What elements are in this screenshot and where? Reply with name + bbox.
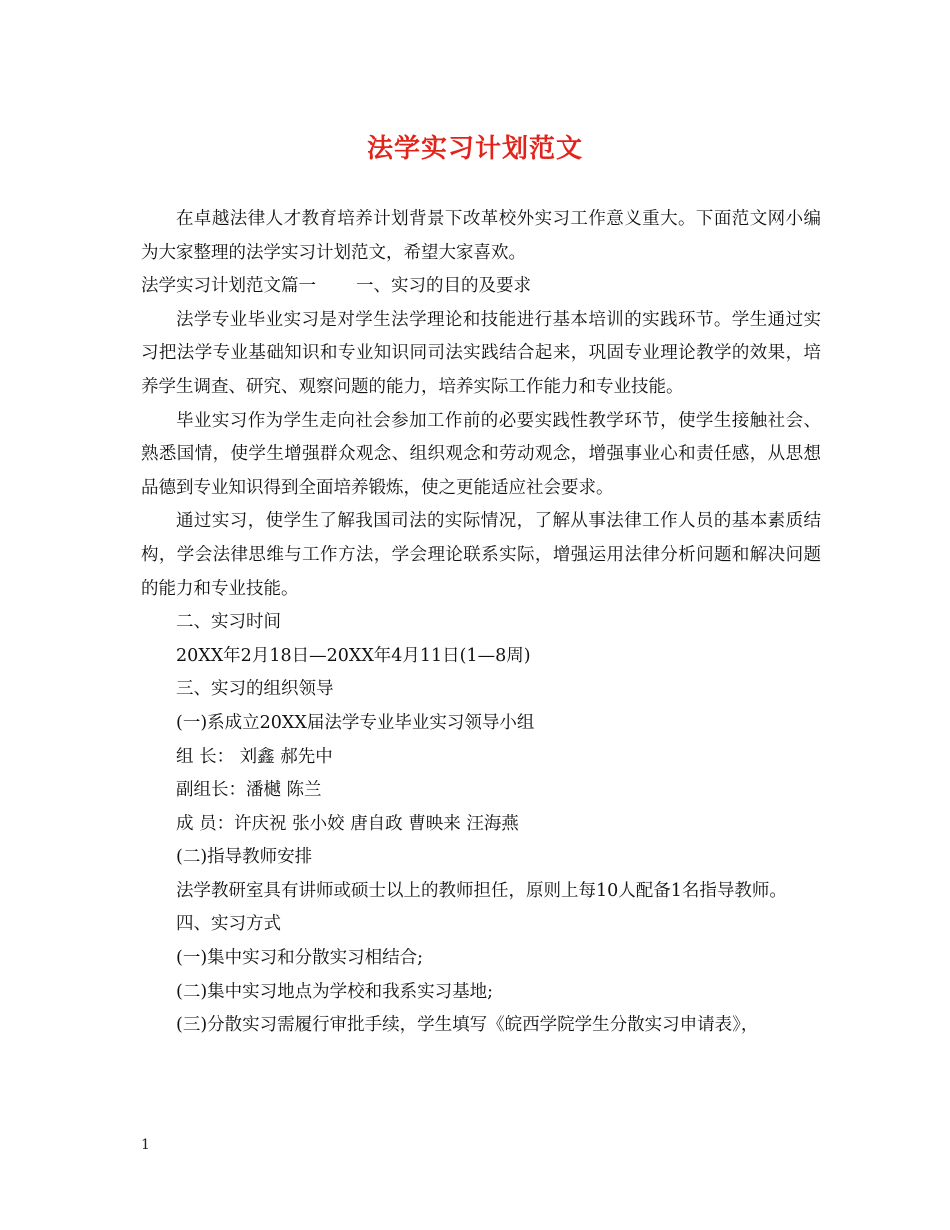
purpose-paragraph-3: 通过实习，使学生了解我国司法的实际情况，了解从事法律工作人员的基本素质结构，学会法律思维与工作方法，学会理论联系实际，增强运用法律分析问题和解决问题的能力和专业技能。 [141, 511, 821, 599]
section-label: 法学实习计划范文篇一 [141, 276, 316, 297]
section4-heading: 四、实习方式 [176, 914, 281, 935]
mode-item-2: (二)集中实习地点为学校和我系实习基地; [176, 981, 494, 1002]
document-title: 法学实习计划范文 [366, 134, 583, 164]
section3-heading: 三、实习的组织领导 [176, 679, 334, 700]
purpose-paragraph-2: 毕业实习作为学生走向社会参加工作前的必要实践性教学环节，使学生接触社会、熟悉国情，使学生增强群众观念、组织观念和劳动观念，增强事业心和责任感，从思想品德到专业知识得到全面培养锻炼，使之更能适应社会要求。 [141, 410, 821, 498]
intro-paragraph: 在卓越法律人才教育培养计划背景下改革校外实习工作意义重大。下面范文网小编为大家整理的法学实习计划范文，希望大家喜欢。 [141, 209, 821, 263]
sub2-heading: (二)指导教师安排 [176, 847, 313, 868]
section1-heading: 一、实习的目的及要求 [356, 276, 531, 297]
leader-line: 组 长： 刘鑫 郝先中 [176, 746, 333, 767]
purpose-paragraph-1: 法学专业毕业实习是对学生法学理论和技能进行基本培训的实践环节。学生通过实习把法学专业基础知识和专业知识同司法实践结合起来，巩固专业理论教学的效果，培养学生调查、研究、观察问题的能力，培养实际工作能力和专业技能。 [141, 309, 821, 397]
section-line [141, 270, 821, 304]
deputy-line: 副组长：潘樾 陈兰 [176, 780, 322, 801]
mode-item-3: (三)分散实习需履行审批手续，学生填写《皖西学院学生分散实习申请表》， [176, 1015, 759, 1036]
teacher-paragraph: 法学教研室具有讲师或硕士以上的教师担任，原则上每10人配备1名指导教师。 [176, 880, 787, 901]
section2-heading: 二、实习时间 [176, 612, 281, 633]
document-body [141, 203, 821, 1043]
page-number: 1 [141, 1137, 150, 1153]
time-range: 20XX年2月18日—20XX年4月11日(1—8周) [176, 645, 531, 666]
mode-item-1: (一)集中实习和分散实习相结合; [176, 948, 424, 969]
members-line: 成 员：许庆祝 张小姣 唐自政 曹映来 汪海燕 [176, 813, 519, 834]
sub1-heading: (一)系成立20XX届法学专业毕业实习领导小组 [176, 712, 535, 733]
